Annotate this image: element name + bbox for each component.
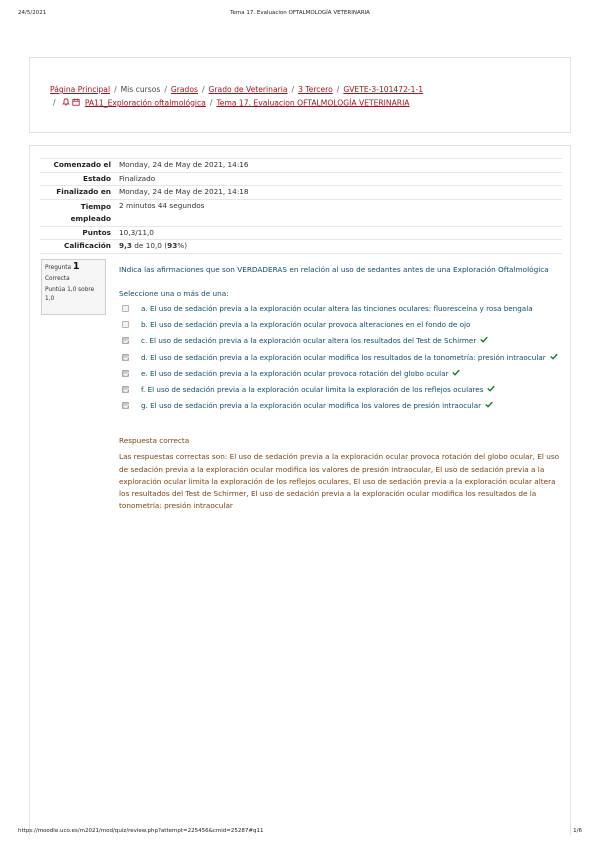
answer-checkbox[interactable] <box>122 305 129 312</box>
answer-checkbox[interactable] <box>122 354 129 361</box>
correct-check-icon <box>550 350 558 366</box>
feedback-text: Las respuestas correctas son: El uso de sedación previa a la exploración ocular provoca rotación del globo ocular, El uso de sedación previa a la exploración ocular modifica los valores de presión intraocular, El uso de sedación previa a la exploración ocular limita la exploración de los reflejos oculares, El uso de sedación previa a la exploración ocular altera los resultados del Test de Schirmer, El uso de sedación previa a la exploración ocular modifica los resultados de la tonometría: presión intraocular <box>119 452 560 511</box>
answer-checkbox[interactable] <box>122 370 129 377</box>
bell-icon <box>62 98 70 106</box>
summary-row-time: Tiempo empleado 2 minutos 44 segundos <box>40 199 562 226</box>
navigation-panel <box>29 57 571 133</box>
summary-row-state: Estado Finalizado <box>40 172 562 186</box>
feedback-title: Respuesta correcta <box>119 436 190 445</box>
question-grade: Puntúa 1,0 sobre 1,0 <box>45 287 95 302</box>
grade-value: 9,3 de 10,0 (93%) <box>119 241 188 250</box>
correct-check-icon <box>452 366 460 382</box>
answer-label: c. El uso de sedación previa a la exploración ocular altera los resultados del Test de Schirmer <box>141 336 477 346</box>
answer-option <box>119 382 564 398</box>
answer-label: a. El uso de sedación previa a la exploración ocular altera las tinciones oculares: fluoresceína y rosa bengala <box>141 304 533 313</box>
breadcrumb-course-link[interactable]: PA11_Exploración oftalmológica <box>84 97 206 107</box>
attempt-summary-table <box>40 158 562 254</box>
correct-check-icon <box>487 382 495 398</box>
answer-label: d. El uso de sedación previa a la exploración ocular modifica los resultados de la tonometría: presión intraocular <box>141 352 546 362</box>
quiz-review-panel <box>29 145 571 835</box>
print-date: 24/5/2021 <box>18 10 47 16</box>
print-page-number: 1/6 <box>573 828 582 834</box>
answer-checkbox[interactable] <box>122 321 129 328</box>
breadcrumb-grados-link[interactable]: Grados <box>170 85 198 94</box>
answer-checkbox[interactable] <box>122 386 129 393</box>
print-header <box>18 10 582 20</box>
summary-row-started: Comenzado el Monday, 24 de May de 2021, 14:16 <box>40 158 562 172</box>
breadcrumb-home-link[interactable]: Página Principal <box>50 85 111 94</box>
question-text: INdica las afirmaciones que son VERDADERAS en relación al uso de sedantes antes de una Exploración Oftalmológica <box>119 265 549 274</box>
answer-label: g. El uso de sedación previa a la exploración ocular modifica los valores de presión intraocular <box>141 401 482 411</box>
question-prompt: Seleccione una o más de una: <box>119 289 229 298</box>
course-icons <box>62 97 80 110</box>
feedback-panel <box>119 435 565 513</box>
question-number: 1 <box>72 261 80 272</box>
answer-label: f. El uso de sedación previa a la exploración ocular limita la exploración de los reflejos oculares <box>141 384 484 394</box>
summary-row-points: Puntos 10,3/11,0 <box>40 226 562 240</box>
breadcrumb-my-courses: Mis cursos <box>120 85 161 94</box>
question-info-box <box>41 259 106 315</box>
answer-label: b. El uso de sedación previa a la exploración ocular provoca alteraciones en el fondo de ojo <box>141 320 471 330</box>
answer-option <box>119 333 564 349</box>
print-document-title: Tema 17. Evaluacion OFTALMOLOGÍA VETERINARIA <box>230 10 370 16</box>
summary-row-finished: Finalizado en Monday, 24 de May de 2021, 14:18 <box>40 185 562 199</box>
summary-row-grade: Calificación 9,3 de 10,0 (93%) <box>40 239 562 254</box>
print-url: https://moodle.uco.es/m2021/mod/quiz/review.php?attempt=225456&cmid=25287#q11 <box>18 828 264 834</box>
answer-list <box>119 301 564 414</box>
question-label: Pregunta <box>45 265 72 271</box>
answer-option <box>119 301 564 317</box>
answer-checkbox[interactable] <box>122 337 129 344</box>
answer-option <box>119 317 564 333</box>
breadcrumb-year-link[interactable]: 3 Tercero <box>298 85 333 94</box>
question-state: Correcta <box>45 275 70 282</box>
answer-option <box>119 366 564 382</box>
correct-check-icon <box>480 333 488 349</box>
answer-label: e. El uso de sedación previa a la exploración ocular provoca rotación del globo ocular <box>141 368 449 378</box>
print-footer <box>18 828 582 838</box>
correct-check-icon <box>485 398 493 414</box>
calendar-icon <box>72 98 80 106</box>
answer-checkbox[interactable] <box>122 402 129 409</box>
breadcrumb-grado-link[interactable]: Grado de Veterinaria <box>208 85 288 94</box>
breadcrumb: Página Principal / Mis cursos / Grados / Grado de Veterinaria / 3 Tercero / GVETE-3-101472-1-1 / PA11_Exploración oftalmológica / Tema 17. Evaluacion OFTALMOLOGÍA VETERINARIA <box>50 84 558 109</box>
answer-option <box>119 350 564 366</box>
breadcrumb-group-link[interactable]: GVETE-3-101472-1-1 <box>343 85 424 94</box>
breadcrumb-quiz-link[interactable]: Tema 17. Evaluacion OFTALMOLOGÍA VETERINARIA <box>216 97 410 107</box>
answer-option <box>119 398 564 414</box>
